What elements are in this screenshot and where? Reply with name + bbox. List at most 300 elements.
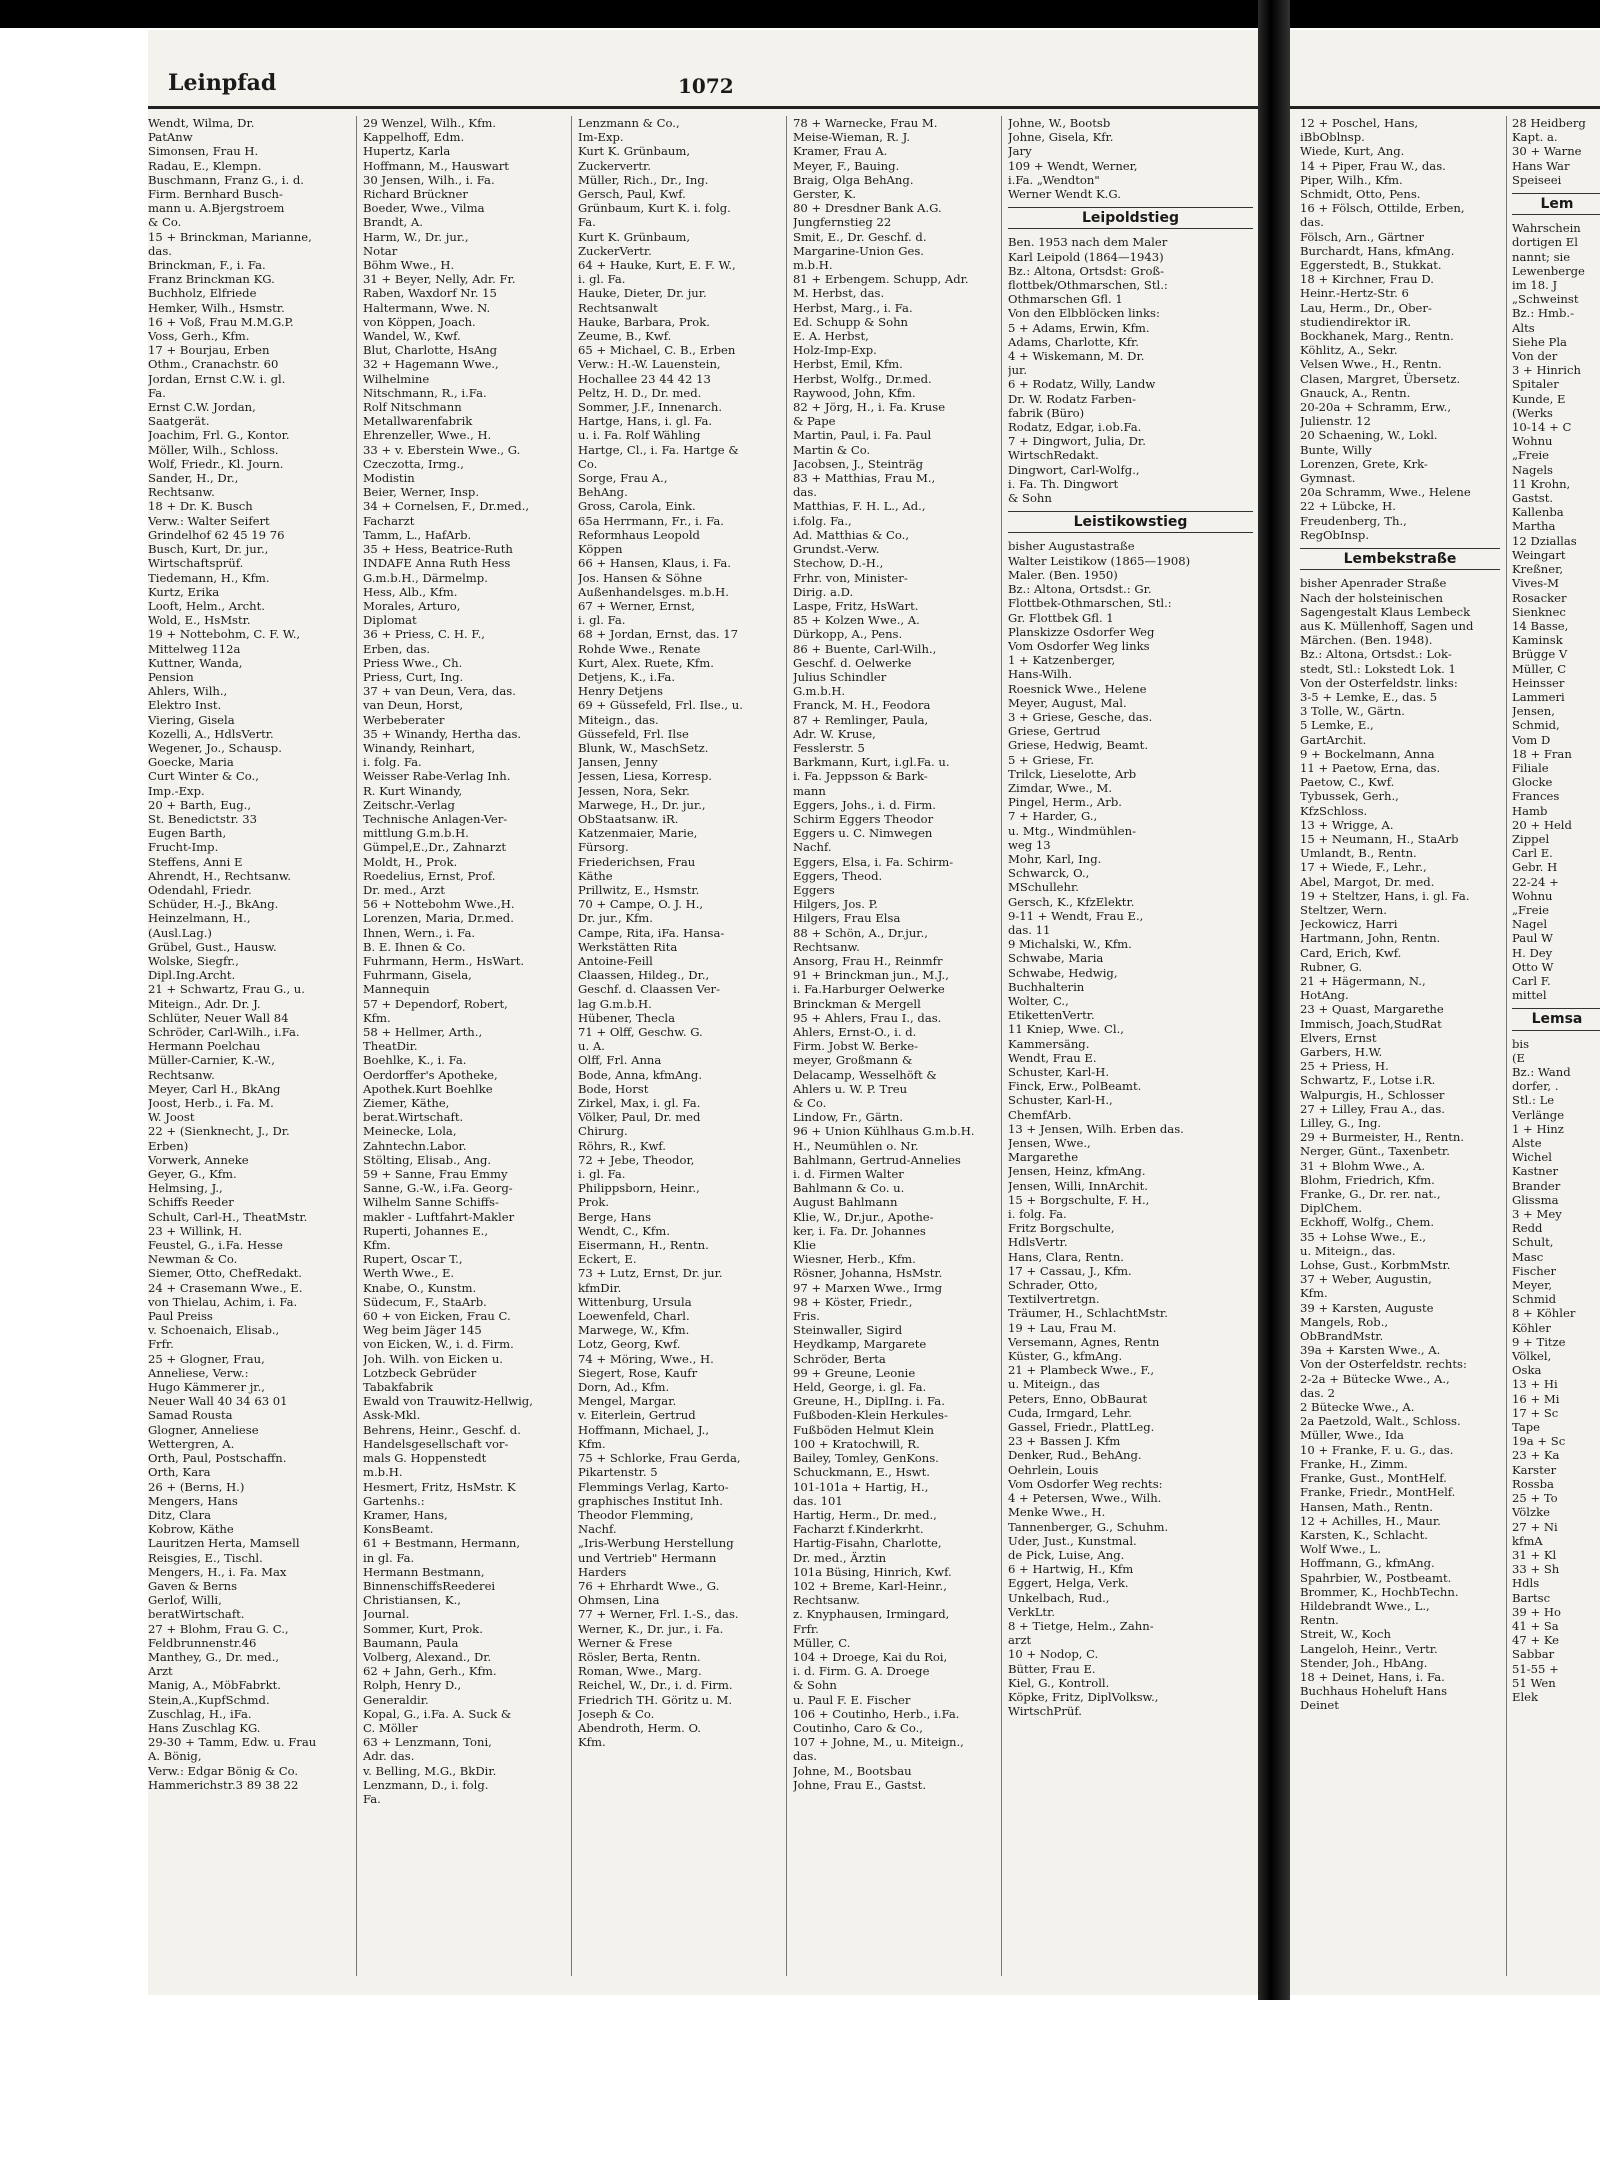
directory-entry: Chirurg. bbox=[578, 1124, 628, 1139]
directory-entry: Freudenberg, Th., bbox=[1300, 513, 1407, 528]
directory-entry: Kunde, E bbox=[1512, 391, 1566, 406]
directory-entry: Sommer, J.F., Innenarch. bbox=[578, 400, 723, 415]
directory-entry: Kramer, Frau A. bbox=[793, 144, 888, 159]
directory-entry: Vom Osdorfer Weg links bbox=[1008, 638, 1150, 653]
directory-entry: 25 + Glogner, Frau, bbox=[148, 1351, 265, 1366]
directory-entry: Martin, Paul, i. Fa. Paul bbox=[793, 428, 932, 443]
directory-entry: Hammerichstr.3 89 38 22 bbox=[148, 1777, 299, 1792]
directory-entry: Lorenzen, Maria, Dr.med. bbox=[363, 911, 514, 926]
directory-entry: Ernst C.W. Jordan, bbox=[148, 400, 256, 415]
directory-entry: Rolph, Henry D., bbox=[363, 1678, 462, 1693]
directory-entry: Kastner bbox=[1512, 1164, 1559, 1179]
directory-entry: Ad. Matthias & Co., bbox=[793, 527, 910, 542]
directory-entry: Hartig, Herm., Dr. med., bbox=[793, 1507, 937, 1522]
directory-entry: Busch, Kurt, Dr. jur., bbox=[148, 542, 269, 557]
directory-entry: Alts bbox=[1512, 320, 1535, 335]
directory-entry: Dirig. a.D. bbox=[793, 584, 854, 599]
directory-entry: 23 + Willink, H. bbox=[148, 1223, 243, 1238]
directory-entry: Eckhoff, Wolfg., Chem. bbox=[1300, 1215, 1435, 1230]
directory-entry: Simonsen, Frau H. bbox=[148, 144, 259, 159]
directory-entry: Kurtz, Erika bbox=[148, 584, 220, 599]
directory-entry: 64 + Hauke, Kurt, E. F. W., bbox=[578, 258, 736, 273]
directory-entry: Rösner, Johanna, HsMstr. bbox=[793, 1266, 943, 1281]
directory-entry: Eggers, Johs., i. d. Firm. bbox=[793, 797, 936, 812]
directory-entry: WirtschRedakt. bbox=[1008, 448, 1099, 463]
directory-entry: 97 + Marxen Wwe., Irmg bbox=[793, 1280, 943, 1295]
directory-entry: 3-5 + Lemke, E., das. 5 bbox=[1300, 689, 1438, 704]
directory-entry: Mangels, Rob., bbox=[1300, 1314, 1389, 1329]
directory-entry: ZuckerVertr. bbox=[578, 243, 652, 258]
directory-entry: Flottbek-Othmarschen, Stl.: bbox=[1008, 596, 1172, 611]
directory-entry: Firm. Bernhard Busch- bbox=[148, 187, 283, 202]
directory-entry: das. bbox=[793, 485, 817, 500]
directory-entry: G.m.b.H. bbox=[793, 684, 846, 699]
directory-entry: i. d. Firm. G. A. Droege bbox=[793, 1664, 930, 1679]
directory-entry: Cuda, Irmgard, Lehr. bbox=[1008, 1405, 1132, 1420]
directory-entry: Roesnick Wwe., Helene bbox=[1008, 681, 1147, 696]
directory-entry: Frfr. bbox=[148, 1337, 174, 1352]
directory-entry: 56 + Nottebohm Wwe.,H. bbox=[363, 897, 515, 912]
directory-entry: Hans Zuschlag KG. bbox=[148, 1720, 261, 1735]
directory-entry: Von der Osterfeldstr. links: bbox=[1300, 675, 1458, 690]
street-heading: Lembekstraße bbox=[1300, 548, 1500, 570]
directory-entry: Heinzelmann, H., bbox=[148, 911, 251, 926]
street-heading: Lemsa bbox=[1512, 1008, 1600, 1030]
directory-entry: Christiansen, K., bbox=[363, 1593, 461, 1608]
directory-entry: 18 + Fran bbox=[1512, 746, 1572, 761]
directory-entry: Buschmann, Franz G., i. d. bbox=[148, 172, 304, 187]
directory-entry: 37 + van Deun, Vera, das. bbox=[363, 684, 516, 699]
directory-entry: Neuer Wall 40 34 63 01 bbox=[148, 1394, 288, 1409]
directory-entry: ObBrandMstr. bbox=[1300, 1329, 1384, 1344]
directory-entry: 63 + Lenzmann, Toni, bbox=[363, 1735, 492, 1750]
directory-entry: 36 + Priess, C. H. F., bbox=[363, 627, 485, 642]
directory-entry: Bockhanek, Marg., Rentn. bbox=[1300, 329, 1454, 344]
directory-entry: Griese, Gertrud bbox=[1008, 724, 1101, 739]
directory-entry: Adr. das. bbox=[363, 1749, 415, 1764]
directory-entry: Glogner, Anneliese bbox=[148, 1422, 259, 1437]
directory-entry: Peters, Enno, ObBaurat bbox=[1008, 1391, 1148, 1406]
directory-entry: TheatDir. bbox=[363, 1039, 418, 1054]
directory-entry: Wohnu bbox=[1512, 888, 1553, 903]
directory-entry: ker, i. Fa. Dr. Johannes bbox=[793, 1223, 926, 1238]
directory-entry: M. Herbst, das. bbox=[793, 286, 885, 301]
directory-entry: mittlung G.m.b.H. bbox=[363, 826, 469, 841]
directory-entry: Odendahl, Friedr. bbox=[148, 882, 252, 897]
directory-entry: 21 + Schwartz, Frau G., u. bbox=[148, 982, 305, 997]
directory-entry: Sabbar bbox=[1512, 1647, 1555, 1662]
directory-entry: Delacamp, Wesselhöft & bbox=[793, 1067, 937, 1082]
directory-entry: Lindow, Fr., Gärtn. bbox=[793, 1110, 904, 1125]
directory-entry: 107 + Johne, M., u. Miteign., bbox=[793, 1735, 964, 1750]
directory-entry: Zuschlag, H., iFa. bbox=[148, 1706, 252, 1721]
directory-entry: Redd bbox=[1512, 1221, 1543, 1236]
directory-entry: Helmsing, J., bbox=[148, 1181, 223, 1196]
directory-entry: Ahrendt, H., Rechtsanw. bbox=[148, 868, 292, 883]
directory-entry: Jary bbox=[1008, 144, 1032, 159]
directory-entry: 41 + Sa bbox=[1512, 1618, 1559, 1633]
directory-entry: Wirtschaftsprüf. bbox=[148, 556, 244, 571]
directory-entry: Eugen Barth, bbox=[148, 826, 227, 841]
directory-entry: Margarethe bbox=[1008, 1150, 1079, 1165]
directory-entry: 5 Lemke, E., bbox=[1300, 718, 1374, 733]
directory-entry: 82 + Jörg, H., i. Fa. Kruse bbox=[793, 400, 946, 415]
directory-entry: Sander, H., Dr., bbox=[148, 471, 239, 486]
directory-entry: weg 13 bbox=[1008, 837, 1051, 852]
directory-entry: Coutinho, Caro & Co., bbox=[793, 1720, 923, 1735]
directory-entry: Glissma bbox=[1512, 1192, 1559, 1207]
directory-entry: Heinsser bbox=[1512, 675, 1565, 690]
directory-entry: Boehlke, K., i. Fa. bbox=[363, 1053, 467, 1068]
directory-entry: Raywood, John, Kfm. bbox=[793, 385, 916, 400]
directory-entry: Buchhalterin bbox=[1008, 979, 1085, 994]
directory-entry: Viering, Gisela bbox=[148, 712, 235, 727]
header-rule bbox=[1290, 106, 1600, 109]
directory-entry: Nerger, Günt., Taxenbetr. bbox=[1300, 1144, 1450, 1159]
directory-entry: KonsBeamt. bbox=[363, 1522, 434, 1537]
directory-entry: Zahntechn.Labor. bbox=[363, 1138, 467, 1153]
directory-entry: Hilgers, Jos. P. bbox=[793, 897, 878, 912]
directory-entry: Smit, E., Dr. Geschf. d. bbox=[793, 229, 927, 244]
directory-entry: 7 + Harder, G., bbox=[1008, 809, 1098, 824]
directory-entry: Roman, Wwe., Marg. bbox=[578, 1664, 702, 1679]
directory-entry: 28 Heidberg bbox=[1512, 116, 1586, 130]
directory-entry: 1 + Katzenberger, bbox=[1008, 653, 1116, 668]
directory-entry: Jensen, Wwe., bbox=[1008, 1136, 1091, 1151]
directory-entry: 76 + Ehrhardt Wwe., G. bbox=[578, 1578, 720, 1593]
directory-entry: u. Miteign., das bbox=[1008, 1377, 1100, 1392]
directory-entry: Meise-Wieman, R. J. bbox=[793, 130, 911, 145]
directory-entry: Carl E. bbox=[1512, 846, 1553, 861]
directory-entry: Martin & Co. bbox=[793, 442, 871, 457]
directory-entry: Fölsch, Arn., Gärtner bbox=[1300, 229, 1425, 244]
directory-entry: 2 Bütecke Wwe., A. bbox=[1300, 1400, 1415, 1415]
directory-entry: 72 + Jebe, Theodor, bbox=[578, 1152, 695, 1167]
directory-entry: Werth Wwe., E. bbox=[363, 1266, 455, 1281]
directory-entry: Rodatz, Edgar, i.ob.Fa. bbox=[1008, 420, 1142, 435]
directory-entry: Schüder, H.-J., BkAng. bbox=[148, 897, 279, 912]
directory-entry: „Freie bbox=[1512, 902, 1550, 917]
directory-entry: Franke, H., Zimm. bbox=[1300, 1456, 1408, 1471]
directory-entry: Frances bbox=[1512, 789, 1560, 804]
directory-entry: 96 + Union Kühlhaus G.m.b.H. bbox=[793, 1124, 975, 1139]
directory-entry: 51 Wen bbox=[1512, 1675, 1556, 1690]
directory-entry: Schmid, bbox=[1512, 718, 1560, 733]
directory-entry: Baumann, Paula bbox=[363, 1635, 459, 1650]
directory-entry: 81 + Erbengem. Schupp, Adr. bbox=[793, 272, 969, 287]
directory-entry: Mengers, Hans bbox=[148, 1493, 238, 1508]
directory-entry: Johne, Gisela, Kfr. bbox=[1008, 130, 1114, 145]
directory-entry: Hartge, Cl., i. Fa. Hartge & bbox=[578, 442, 739, 457]
directory-entry: Alste bbox=[1512, 1136, 1542, 1151]
directory-column-4 bbox=[793, 116, 998, 1986]
directory-entry: Bahlmann, Gertrud-Annelies bbox=[793, 1152, 961, 1167]
directory-entry: Jessen, Nora, Sekr. bbox=[578, 783, 690, 798]
directory-entry: v. Eiterlein, Gertrud bbox=[578, 1408, 696, 1423]
directory-entry: Friederichsen, Frau bbox=[578, 854, 696, 869]
directory-entry: 29 + Burmeister, H., Rentn. bbox=[1300, 1130, 1465, 1145]
directory-entry: u. Miteign., das. bbox=[1300, 1243, 1396, 1258]
directory-entry: Oska bbox=[1512, 1363, 1542, 1378]
directory-entry: u. Mtg., Windmühlen- bbox=[1008, 823, 1137, 838]
directory-entry: 5 + Adams, Erwin, Kfm. bbox=[1008, 320, 1150, 335]
directory-entry: Rubner, G. bbox=[1300, 959, 1363, 974]
directory-entry: Campe, Rita, iFa. Hansa- bbox=[578, 925, 725, 940]
directory-entry: Schwabe, Hedwig, bbox=[1008, 965, 1118, 980]
directory-entry: Uder, Just., Kunstmal. bbox=[1008, 1533, 1137, 1548]
directory-entry: G.m.b.H., Därmelmp. bbox=[363, 570, 488, 585]
directory-entry: Fris. bbox=[793, 1309, 820, 1324]
directory-entry: Flemmings Verlag, Karto- bbox=[578, 1479, 729, 1494]
directory-entry: Schuckmann, E., Hswt. bbox=[793, 1465, 930, 1480]
directory-entry: Czeczotta, Irmg., bbox=[363, 456, 464, 471]
directory-entry: Hauke, Dieter, Dr. jur. bbox=[578, 286, 707, 301]
directory-entry: Claassen, Hildeg., Dr., bbox=[578, 968, 710, 983]
directory-entry: 71 + Olff, Geschw. G. bbox=[578, 1025, 703, 1039]
directory-entry: Handelsgesellschaft vor- bbox=[363, 1436, 509, 1451]
directory-entry: Joseph & Co. bbox=[578, 1706, 655, 1721]
directory-entry: Blunk, W., MaschSetz. bbox=[578, 740, 709, 755]
directory-entry: HotAng. bbox=[1300, 988, 1349, 1003]
directory-entry: Brandt, A. bbox=[363, 215, 423, 230]
directory-entry: 9 + Bockelmann, Anna bbox=[1300, 746, 1435, 761]
directory-entry: Metallwarenfabrik bbox=[363, 414, 473, 429]
directory-entry: Brommer, K., HochbTechn. bbox=[1300, 1584, 1459, 1599]
directory-entry: Fuhrmann, Gisela, bbox=[363, 968, 472, 983]
directory-entry: „Iris-Werbung Herstellung bbox=[578, 1536, 734, 1551]
directory-entry: nannt; sie bbox=[1512, 249, 1571, 264]
street-heading: Lem bbox=[1512, 193, 1600, 215]
directory-entry: Dürkopp, A., Pens. bbox=[793, 627, 903, 642]
directory-entry: 35 + Hess, Beatrice-Ruth bbox=[363, 542, 513, 557]
directory-entry: Harders bbox=[578, 1564, 627, 1579]
directory-entry: Kfm. bbox=[363, 1010, 391, 1025]
directory-entry: 5 + Griese, Fr. bbox=[1008, 752, 1095, 767]
directory-entry: Müller, Wwe., Ida bbox=[1300, 1428, 1404, 1443]
directory-entry: Lilley, G., Ing. bbox=[1300, 1116, 1382, 1131]
directory-entry: 11 Kniep, Wwe. Cl., bbox=[1008, 1022, 1124, 1037]
directory-entry: 80 + Dresdner Bank A.G. bbox=[793, 201, 942, 216]
directory-entry: Elek bbox=[1512, 1689, 1539, 1704]
directory-entry: Ahlers u. W. P. Treu bbox=[793, 1081, 908, 1096]
directory-entry: Roedelius, Ernst, Prof. bbox=[363, 868, 496, 883]
directory-entry: Hugo Kämmerer jr., bbox=[148, 1380, 265, 1395]
directory-entry: 61 + Bestmann, Hermann, bbox=[363, 1536, 521, 1551]
directory-entry: mittel bbox=[1512, 988, 1547, 1003]
directory-entry: Kopal, G., i.Fa. A. Suck & bbox=[363, 1706, 512, 1721]
directory-entry: Henry Detjens bbox=[578, 684, 663, 699]
directory-entry: Zippel bbox=[1512, 831, 1550, 846]
directory-entry: Kuttner, Wanda, bbox=[148, 655, 243, 670]
directory-entry: Schuster, Karl-H., bbox=[1008, 1093, 1113, 1108]
directory-entry: Prillwitz, E., Hsmstr. bbox=[578, 882, 700, 897]
directory-entry: 25 + Priess, H. bbox=[1300, 1059, 1389, 1074]
directory-entry: August Bahlmann bbox=[793, 1195, 898, 1210]
directory-entry: VerkLtr. bbox=[1008, 1604, 1056, 1619]
directory-entry: v. Belling, M.G., BkDir. bbox=[363, 1763, 497, 1778]
directory-entry: Versemann, Agnes, Rentn bbox=[1008, 1334, 1160, 1349]
directory-entry: Hochallee 23 44 42 13 bbox=[578, 371, 711, 386]
directory-entry: 31 + Blohm Wwe., A. bbox=[1300, 1158, 1426, 1173]
directory-entry: Kfm. bbox=[578, 1436, 606, 1451]
directory-entry: Wiesner, Herb., Kfm. bbox=[793, 1252, 916, 1267]
directory-entry: Schult, Carl-H., TheatMstr. bbox=[148, 1209, 308, 1224]
directory-entry: Miteign., das. bbox=[578, 712, 659, 727]
directory-entry: Nachf. bbox=[578, 1522, 617, 1537]
directory-column-5 bbox=[1008, 116, 1253, 1986]
directory-entry: Bahlmann & Co. u. bbox=[793, 1181, 905, 1196]
directory-entry: Meyer, F., Bauing. bbox=[793, 158, 900, 173]
directory-entry: 15 + Brinckman, Marianne, bbox=[148, 229, 312, 244]
directory-entry: m.b.H. bbox=[793, 258, 833, 273]
directory-entry: Ahlers, Ernst-O., i. d. bbox=[793, 1025, 917, 1039]
directory-entry: Held, George, i. gl. Fa. bbox=[793, 1380, 927, 1395]
right-column-1 bbox=[1300, 116, 1500, 1986]
directory-entry: Stein,A.,KupfSchmd. bbox=[148, 1692, 270, 1707]
directory-entry: i. Fa. Jeppsson & Bark- bbox=[793, 769, 928, 784]
directory-entry: Werner & Frese bbox=[578, 1635, 673, 1650]
directory-entry: Schirm Eggers Theodor bbox=[793, 811, 934, 826]
directory-entry: kfmDir. bbox=[578, 1280, 622, 1295]
directory-entry: Zirkel, Max, i. gl. Fa. bbox=[578, 1096, 701, 1111]
directory-entry: Märchen. (Ben. 1948). bbox=[1300, 633, 1433, 648]
directory-entry: „Freie bbox=[1512, 448, 1550, 463]
directory-entry: Hartig-Fisahn, Charlotte, bbox=[793, 1536, 942, 1551]
directory-entry: Othmarschen Gfl. 1 bbox=[1008, 292, 1123, 307]
directory-entry: 60 + von Eicken, Frau C. bbox=[363, 1309, 511, 1324]
directory-entry: 18 + Kirchner, Frau D. bbox=[1300, 272, 1434, 287]
directory-entry: Zeitschr.-Verlag bbox=[363, 797, 455, 812]
directory-entry: E. A. Herbst, bbox=[793, 329, 869, 344]
directory-entry: Matthias, F. H. L., Ad., bbox=[793, 499, 926, 514]
directory-entry: Tabakfabrik bbox=[363, 1380, 434, 1395]
directory-entry: und Vertrieb" Hermann bbox=[578, 1550, 717, 1565]
directory-entry: Jensen, bbox=[1512, 704, 1555, 719]
directory-entry: Lotzbeck Gebrüder bbox=[363, 1365, 477, 1380]
directory-entry: Weg beim Jäger 145 bbox=[363, 1323, 482, 1338]
directory-entry: 3 + Mey bbox=[1512, 1207, 1562, 1222]
directory-entry: Müller, Rich., Dr., Ing. bbox=[578, 172, 709, 187]
directory-entry: mann u. A.Bjergstroem bbox=[148, 201, 285, 216]
directory-entry: Böhm Wwe., H. bbox=[363, 258, 455, 273]
directory-entry: Gersch, Paul, Kwf. bbox=[578, 187, 686, 202]
directory-entry: Völker, Paul, Dr. med bbox=[578, 1110, 701, 1125]
directory-entry: 31 + Beyer, Nelly, Adr. Fr. bbox=[363, 272, 516, 287]
directory-entry: Moldt, H., Prok. bbox=[363, 854, 458, 869]
directory-entry: Wolske, Siegfr., bbox=[148, 953, 239, 968]
directory-entry: Facharzt bbox=[363, 513, 415, 528]
directory-entry: meyer, Großmann & bbox=[793, 1053, 913, 1068]
directory-entry: Clasen, Margret, Übersetz. bbox=[1300, 371, 1461, 386]
directory-entry: 11 + Paetow, Erna, das. bbox=[1300, 760, 1441, 775]
directory-entry: 102 + Breme, Karl-Heinr., bbox=[793, 1578, 947, 1593]
directory-entry: Marwege, W., Kfm. bbox=[578, 1323, 690, 1338]
directory-entry: das. 2 bbox=[1300, 1385, 1336, 1400]
directory-entry: Von der bbox=[1512, 349, 1558, 364]
directory-entry: 17 + Sc bbox=[1512, 1405, 1559, 1420]
directory-entry: 33 + Sh bbox=[1512, 1562, 1560, 1577]
directory-entry: 3 + Griese, Gesche, das. bbox=[1008, 709, 1153, 724]
directory-entry: jur. bbox=[1008, 363, 1028, 378]
directory-entry: Lau, Herm., Dr., Ober- bbox=[1300, 300, 1432, 315]
directory-entry: Raben, Waxdorf Nr. 15 bbox=[363, 286, 497, 301]
directory-entry: beratWirtschaft. bbox=[148, 1607, 245, 1622]
directory-entry: Güssefeld, Frl. Ilse bbox=[578, 726, 689, 741]
directory-entry: de Pick, Luise, Ang. bbox=[1008, 1547, 1125, 1562]
directory-entry: Lammeri bbox=[1512, 689, 1565, 704]
directory-entry: HdlsVertr. bbox=[1008, 1235, 1068, 1250]
directory-entry: GartArchit. bbox=[1300, 732, 1367, 747]
directory-entry: Co. bbox=[578, 456, 598, 471]
directory-entry: Newman & Co. bbox=[148, 1252, 238, 1267]
directory-entry: 16 + Voß, Frau M.M.G.P. bbox=[148, 314, 294, 329]
directory-entry: das. bbox=[793, 1749, 817, 1764]
directory-entry: Brinckman & Mergell bbox=[793, 996, 921, 1011]
directory-entry: Eckert, E. bbox=[578, 1252, 637, 1267]
directory-entry: Jordan, Ernst C.W. i. gl. bbox=[148, 371, 286, 386]
directory-entry: 77 + Werner, Frl. I.-S., das. bbox=[578, 1607, 739, 1622]
directory-entry: Ahlers, Wilh., bbox=[148, 684, 228, 699]
directory-entry: 31 + Kl bbox=[1512, 1547, 1557, 1562]
directory-entry: dortigen El bbox=[1512, 235, 1578, 250]
directory-entry: kfmA bbox=[1512, 1533, 1543, 1548]
directory-entry: 6 + Rodatz, Willy, Landw bbox=[1008, 377, 1156, 392]
directory-entry: 14 Basse, bbox=[1512, 618, 1569, 633]
directory-entry: Wilhelmine bbox=[363, 371, 430, 386]
directory-entry: Möller, Wilh., Schloss. bbox=[148, 442, 279, 457]
directory-entry: 8 + Köhler bbox=[1512, 1306, 1576, 1321]
scan-border bbox=[0, 0, 1600, 28]
directory-entry: Klie bbox=[793, 1238, 816, 1253]
directory-entry: 101a Büsing, Hinrich, Kwf. bbox=[793, 1564, 952, 1579]
directory-entry: & Sohn bbox=[1008, 491, 1052, 506]
directory-entry: Kappelhoff, Edm. bbox=[363, 130, 465, 145]
directory-entry: Sagengestalt Klaus Lembeck bbox=[1300, 604, 1471, 619]
directory-entry: in gl. Fa. bbox=[363, 1550, 415, 1565]
directory-entry: i. Fa.Harburger Oelwerke bbox=[793, 982, 945, 997]
directory-entry: Hemker, Wilh., Hsmstr. bbox=[148, 300, 285, 315]
directory-entry: Piper, Wilh., Kfm. bbox=[1300, 172, 1403, 187]
directory-entry: Orth, Paul, Postschaffn. bbox=[148, 1451, 287, 1466]
directory-entry: Herbst, Emil, Kfm. bbox=[793, 357, 903, 372]
directory-entry: RegObInsp. bbox=[1300, 527, 1370, 542]
directory-entry: 23 + Ka bbox=[1512, 1448, 1560, 1463]
directory-entry: Lorenzen, Grete, Krk- bbox=[1300, 456, 1428, 471]
directory-entry: Jeckowicz, Harri bbox=[1300, 917, 1398, 932]
directory-entry: Schröder, Carl-Wilh., i.Fa. bbox=[148, 1025, 300, 1039]
directory-entry: Schwarck, O., bbox=[1008, 866, 1090, 881]
directory-entry: Firm. Jobst W. Berke- bbox=[793, 1039, 918, 1054]
directory-entry: Kfm. bbox=[363, 1238, 391, 1253]
directory-entry: 18 + Deinet, Hans, i. Fa. bbox=[1300, 1669, 1445, 1684]
directory-entry: Dingwort, Carl-Wolfg., bbox=[1008, 462, 1140, 477]
directory-entry: Sommer, Kurt, Prok. bbox=[363, 1621, 483, 1636]
directory-entry: Hansen, Math., Rentn. bbox=[1300, 1499, 1433, 1514]
directory-entry: Weisser Rabe-Verlag Inh. bbox=[363, 769, 511, 784]
directory-entry: Nagel bbox=[1512, 917, 1548, 932]
directory-entry: bis bbox=[1512, 1036, 1530, 1051]
directory-entry: Reisgies, E., Tischl. bbox=[148, 1550, 263, 1565]
directory-entry: lag G.m.b.H. bbox=[578, 996, 652, 1011]
directory-entry: Franz Brinckman KG. bbox=[148, 272, 275, 287]
directory-entry: Abendroth, Herm. O. bbox=[578, 1720, 701, 1735]
directory-entry: 88 + Schön, A., Dr.jur., bbox=[793, 925, 928, 940]
directory-entry: Streit, W., Koch bbox=[1300, 1627, 1391, 1642]
directory-entry: Südecum, F., StaArb. bbox=[363, 1294, 487, 1309]
directory-entry: Herbst, Marg., i. Fa. bbox=[793, 300, 913, 315]
directory-entry: Pikartenstr. 5 bbox=[578, 1465, 658, 1480]
directory-entry: Fußboden-Klein Herkules- bbox=[793, 1408, 948, 1423]
